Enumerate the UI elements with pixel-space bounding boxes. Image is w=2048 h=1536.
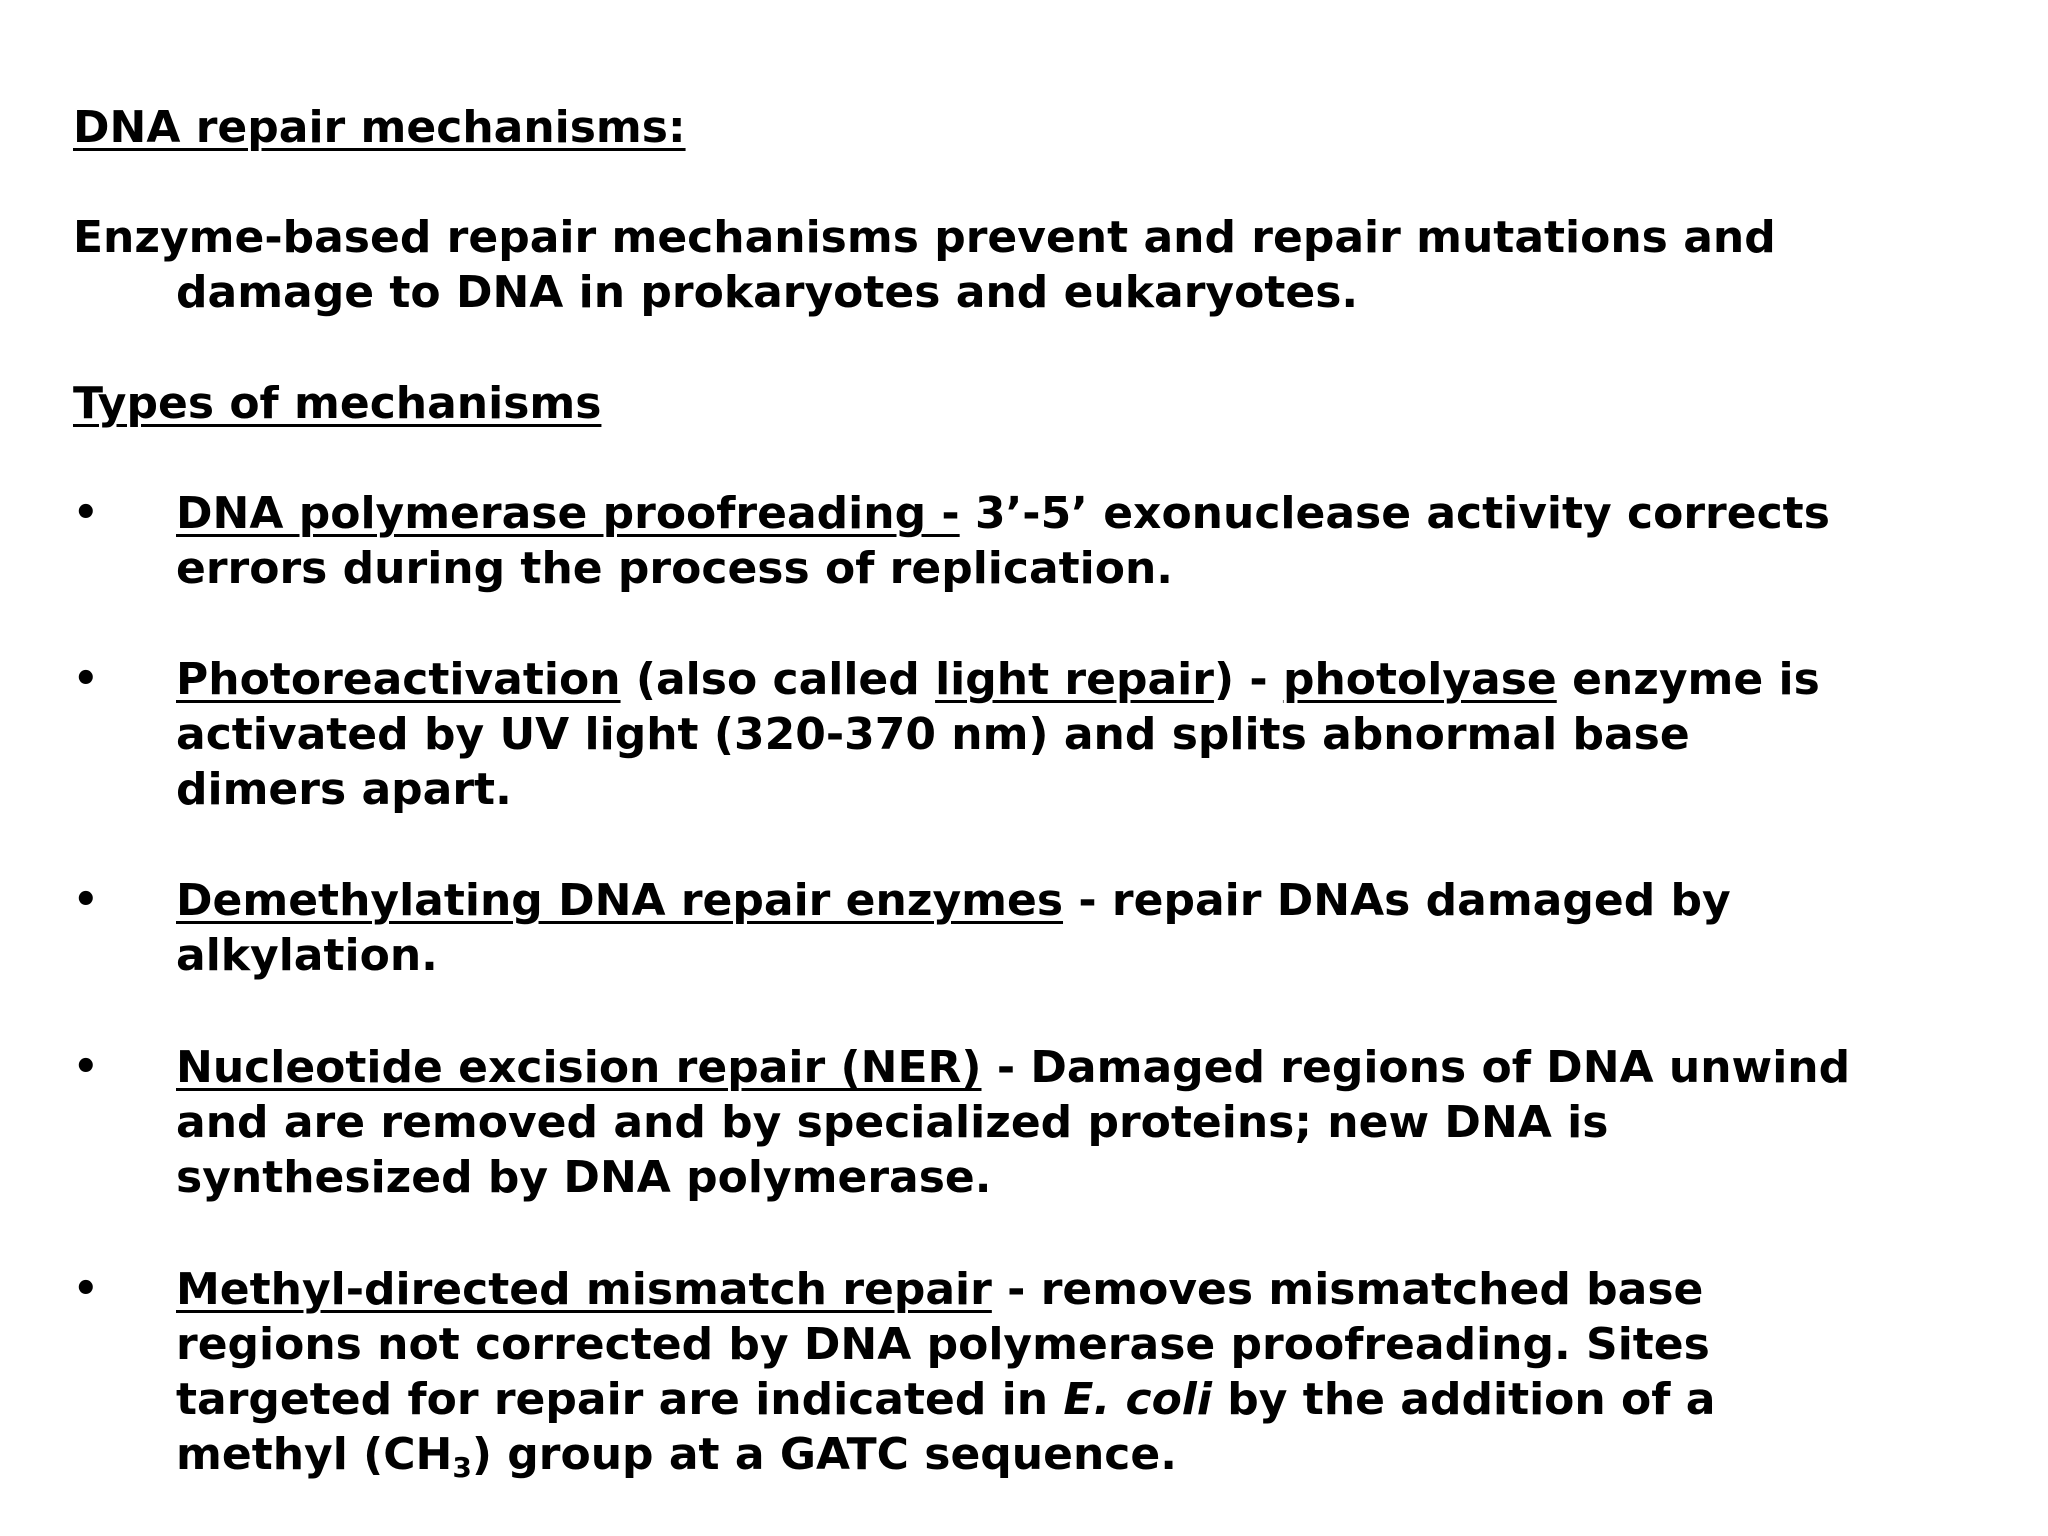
bullet-desc: - repair DNAs damaged by — [1063, 875, 1731, 926]
bullet-term-light-repair: light repair — [935, 654, 1214, 705]
bullet-line — [176, 652, 2006, 707]
page-title: DNA repair mechanisms: — [73, 102, 686, 153]
intro-line-2: damage to DNA in prokaryotes and eukaryotes. — [176, 267, 1359, 318]
bullet-text — [176, 873, 2006, 983]
bullet-desc: by the addition of a — [1211, 1374, 1716, 1425]
bullet-dot: • — [73, 1044, 99, 1090]
bullet-line — [176, 1427, 2006, 1482]
bullet-line: activated by UV light (320-370 nm) and splits abnormal base — [176, 709, 1690, 760]
bullet-desc: (also called — [620, 654, 936, 705]
bullet-desc: targeted for repair are indicated in — [176, 1374, 1064, 1425]
bullet-desc: ) - — [1213, 654, 1283, 705]
bullet-text — [176, 1262, 2006, 1482]
bullet-line: alkylation. — [176, 930, 438, 981]
bullet-term: Nucleotide excision repair (NER) — [176, 1042, 982, 1093]
bullet-desc: ) group at a GATC sequence. — [471, 1429, 1177, 1480]
types-heading: Types of mechanisms — [73, 378, 602, 429]
bullet-desc: 3’-5’ exonuclease activity corrects — [959, 488, 1830, 539]
bullet-line: errors during the process of replication. — [176, 543, 1174, 594]
bullet-term: DNA polymerase proofreading - — [176, 488, 960, 539]
bullet-term-photolyase: photolyase — [1282, 654, 1557, 705]
bullet-dot: • — [73, 490, 99, 536]
intro-paragraph — [73, 210, 1993, 320]
bullet-dot: • — [73, 656, 99, 702]
bullet-text — [176, 1040, 2006, 1205]
bullet-dot: • — [73, 1266, 99, 1312]
subscript-3: 3 — [452, 1451, 472, 1484]
species-name: E. coli — [1063, 1374, 1212, 1425]
bullet-term: Demethylating DNA repair enzymes — [176, 875, 1064, 926]
bullet-line — [176, 1262, 2006, 1317]
bullet-line — [176, 486, 2006, 541]
bullet-term: Photoreactivation — [176, 654, 621, 705]
bullet-dot: • — [73, 877, 99, 923]
bullet-desc: - Damaged regions of DNA unwind — [981, 1042, 1851, 1093]
bullet-line: dimers apart. — [176, 764, 512, 815]
intro-line-1: Enzyme-based repair mechanisms prevent and repair mutations and — [73, 212, 1776, 263]
bullet-text — [176, 486, 2006, 596]
bullet-desc: - removes mismatched base — [991, 1264, 1704, 1315]
bullet-line: synthesized by DNA polymerase. — [176, 1152, 992, 1203]
bullet-term: Methyl-directed mismatch repair — [176, 1264, 992, 1315]
bullet-line: and are removed and by specialized proteins; new DNA is — [176, 1097, 1609, 1148]
bullet-line — [176, 1040, 2006, 1095]
bullet-desc: enzyme is — [1556, 654, 1820, 705]
bullet-line: regions not corrected by DNA polymerase proofreading. Sites — [176, 1319, 1710, 1370]
bullet-desc: methyl (CH — [176, 1429, 453, 1480]
bullet-line — [176, 1372, 2006, 1427]
bullet-text — [176, 652, 2006, 817]
bullet-line — [176, 873, 2006, 928]
